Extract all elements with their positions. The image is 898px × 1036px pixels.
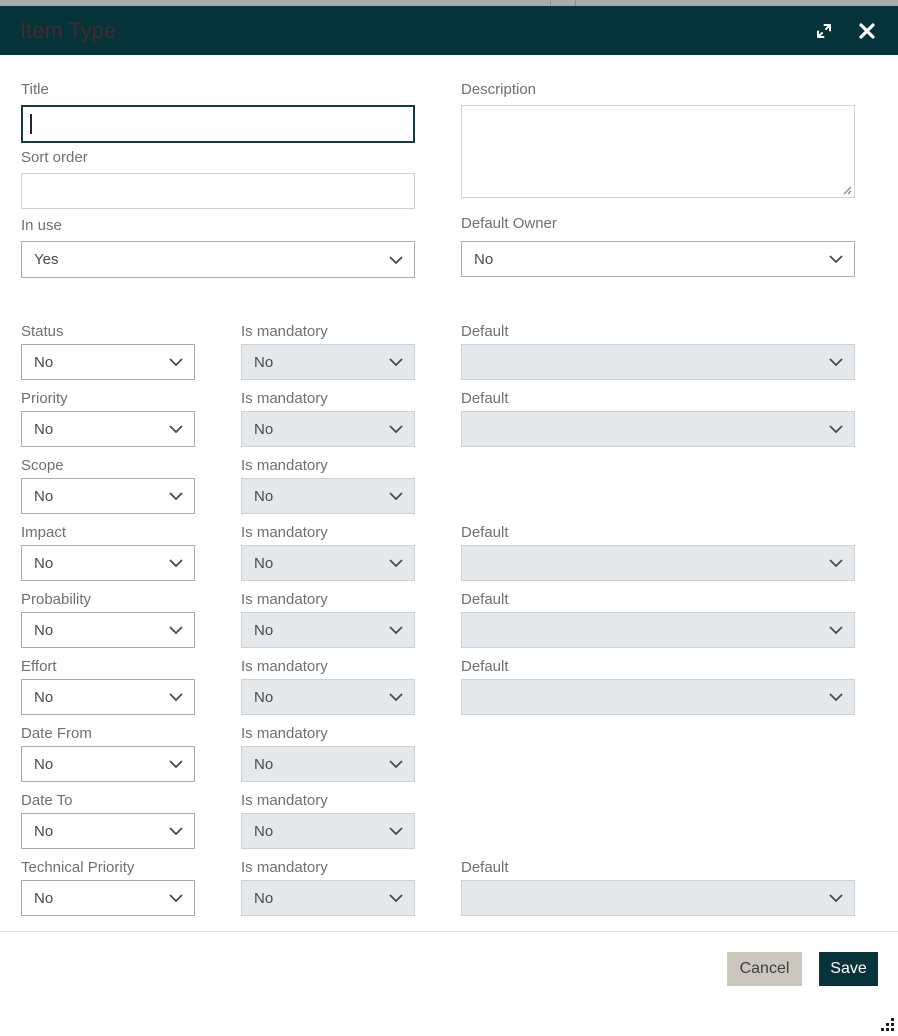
chevron-down-icon [169,425,183,433]
description-field-wrap [461,105,855,198]
default-label: Default [461,658,509,675]
background-divider [575,0,576,6]
modal-title: Item Type [20,17,117,43]
field-status-mandatory [241,324,415,380]
technical-priority-mandatory-select[interactable]: No [241,880,415,916]
chevron-down-icon [389,358,403,366]
title-field-wrap [21,105,415,143]
chevron-down-icon [169,492,183,500]
default-owner-label: Default Owner [461,215,557,232]
technical-priority-label: Technical Priority [21,859,135,876]
is-mandatory-label: Is mandatory [241,591,328,608]
field-probability-default [461,592,855,648]
field-scope-mandatory [241,458,415,514]
field-probability [21,592,195,648]
is-mandatory-label: Is mandatory [241,725,328,742]
page-background-strip [0,0,898,6]
chevron-down-icon [829,626,843,634]
empty-cell [461,793,855,849]
background-divider [550,0,551,6]
chevron-down-icon [389,425,403,433]
field-probability-mandatory [241,592,415,648]
chevron-down-icon [829,559,843,567]
effort-label: Effort [21,658,57,675]
chevron-down-icon [389,693,403,701]
scope-mandatory-select[interactable]: No [241,478,415,514]
chevron-down-icon [169,894,183,902]
default-label: Default [461,524,509,541]
effort-select[interactable]: No [21,679,195,715]
status-select[interactable]: No [21,344,195,380]
cancel-button[interactable]: Cancel [727,952,802,986]
probability-select[interactable]: No [21,612,195,648]
date-to-select[interactable]: No [21,813,195,849]
field-impact-mandatory [241,525,415,581]
priority-select[interactable]: No [21,411,195,447]
close-icon[interactable] [858,22,876,40]
field-impact [21,525,195,581]
chevron-down-icon [829,358,843,366]
default-label: Default [461,390,509,407]
field-priority-mandatory [241,391,415,447]
chevron-down-icon [389,827,403,835]
chevron-down-icon [389,492,403,500]
chevron-down-icon [169,559,183,567]
impact-mandatory-select[interactable]: No [241,545,415,581]
scope-label: Scope [21,457,64,474]
field-technical-priority [21,860,195,916]
chevron-down-icon [389,559,403,567]
field-impact-default [461,525,855,581]
modal-footer [0,931,898,986]
chevron-down-icon [829,255,843,263]
is-mandatory-label: Is mandatory [241,323,328,340]
technical-priority-default-select[interactable] [461,880,855,916]
field-effort-mandatory [241,659,415,715]
status-default-select[interactable] [461,344,855,380]
is-mandatory-label: Is mandatory [241,457,328,474]
priority-label: Priority [21,390,68,407]
window-resize-grip-icon[interactable] [881,1018,894,1031]
is-mandatory-label: Is mandatory [241,390,328,407]
sort-order-input[interactable] [21,173,415,209]
empty-cell [461,458,855,514]
field-date-from-mandatory [241,726,415,782]
chevron-down-icon [829,693,843,701]
field-effort-default [461,659,855,715]
date-to-mandatory-select[interactable]: No [241,813,415,849]
field-effort [21,659,195,715]
chevron-down-icon [829,894,843,902]
field-status [21,324,195,380]
field-scope [21,458,195,514]
chevron-down-icon [389,256,403,264]
status-label: Status [21,323,64,340]
chevron-down-icon [169,827,183,835]
default-label: Default [461,323,509,340]
field-technical-priority-default [461,860,855,916]
description-label: Description [461,81,537,98]
field-priority [21,391,195,447]
left-column [21,81,415,278]
field-priority-default [461,391,855,447]
expand-icon[interactable] [814,21,834,41]
in-use-select[interactable]: Yes [21,241,415,278]
impact-select[interactable]: No [21,545,195,581]
priority-default-select[interactable] [461,411,855,447]
attribute-grid [21,324,855,916]
save-button[interactable]: Save [819,952,878,986]
field-date-to [21,793,195,849]
effort-default-select[interactable] [461,679,855,715]
date-to-label: Date To [21,792,73,809]
is-mandatory-label: Is mandatory [241,792,328,809]
is-mandatory-label: Is mandatory [241,658,328,675]
chevron-down-icon [169,358,183,366]
is-mandatory-label: Is mandatory [241,524,328,541]
probability-label: Probability [21,591,92,608]
probability-default-select[interactable] [461,612,855,648]
text-cursor [30,114,32,134]
empty-cell [461,726,855,782]
chevron-down-icon [389,626,403,634]
chevron-down-icon [829,425,843,433]
status-mandatory-select[interactable]: No [241,344,415,380]
field-technical-priority-mandatory [241,860,415,916]
is-mandatory-label: Is mandatory [241,859,328,876]
priority-mandatory-select[interactable]: No [241,411,415,447]
default-owner-select[interactable]: No [461,241,855,277]
title-label: Title [21,81,49,98]
impact-default-select[interactable] [461,545,855,581]
date-from-label: Date From [21,725,92,742]
in-use-label: In use [21,217,62,234]
field-date-from [21,726,195,782]
field-status-default [461,324,855,380]
field-date-to-mandatory [241,793,415,849]
right-column [461,81,855,278]
impact-label: Impact [21,524,67,541]
date-from-mandatory-select[interactable]: No [241,746,415,782]
effort-mandatory-select[interactable]: No [241,679,415,715]
modal-body [0,55,898,916]
default-label: Default [461,591,509,608]
default-label: Default [461,859,509,876]
chevron-down-icon [389,894,403,902]
description-textarea[interactable] [461,105,855,198]
chevron-down-icon [389,760,403,768]
chevron-down-icon [169,626,183,634]
technical-priority-select[interactable]: No [21,880,195,916]
chevron-down-icon [169,693,183,701]
scope-select[interactable]: No [21,478,195,514]
probability-mandatory-select[interactable]: No [241,612,415,648]
date-from-select[interactable]: No [21,746,195,782]
modal-header [0,6,898,55]
title-input[interactable] [21,105,415,143]
chevron-down-icon [169,760,183,768]
sort-order-label: Sort order [21,149,88,166]
